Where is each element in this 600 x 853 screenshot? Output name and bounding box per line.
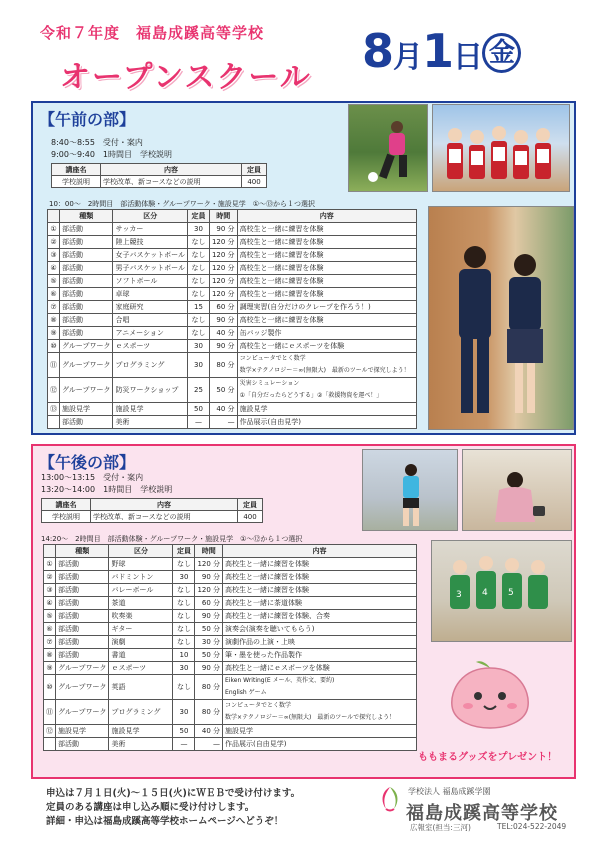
table-cell: 高校生と一緒に練習を体験 <box>237 262 416 275</box>
info-cell: 学校説明 <box>52 176 101 188</box>
table-row <box>48 275 417 288</box>
photo-volleyball <box>431 540 572 642</box>
table-cell: グループワーク <box>56 675 109 700</box>
school-corporation: 学校法人 福島成蹊学園 <box>408 787 491 796</box>
table-cell: 部活動 <box>56 738 109 751</box>
table-cell: ⑫ <box>48 378 60 403</box>
table-cell: 部活動 <box>56 558 109 571</box>
badminton-player-icon <box>363 450 459 532</box>
table-cell: ⑥ <box>48 288 60 301</box>
table-row <box>44 558 417 571</box>
volleyball-team-icon <box>432 541 573 643</box>
table-cell: グループワーク <box>60 378 113 403</box>
table-cell: 部活動 <box>56 623 109 636</box>
table-cell: ⑧ <box>48 314 60 327</box>
table-cell: 演奏会(演奏を聴いてもらう) <box>223 623 417 636</box>
am-title: 【午前の部】 <box>39 110 136 129</box>
schedule-line: 13:00～13:15 受付・案内 <box>41 473 144 482</box>
table-cell: ⑪ <box>44 700 56 725</box>
table-cell: なし <box>173 558 195 571</box>
list-header: 種類 <box>60 210 113 223</box>
table-cell: コンピュータでとく数学 数学×テクノロジー＝∞(無限大) 最新のツールで探究しよう！ <box>237 353 416 378</box>
table-cell: ③ <box>44 584 56 597</box>
table-cell: ⑫ <box>44 725 56 738</box>
list-header: 種類 <box>56 545 109 558</box>
event-date <box>362 24 521 78</box>
table-cell: 美術 <box>113 416 188 429</box>
table-cell: 15 <box>187 301 209 314</box>
list-header: 区分 <box>113 210 188 223</box>
table-row <box>44 623 417 636</box>
table-cell: 高校生と一緒にｅスポーツを体験 <box>223 662 417 675</box>
table-cell: バドミントン <box>109 571 173 584</box>
table-cell: なし <box>187 275 209 288</box>
photo-tea-ceremony <box>462 449 572 531</box>
table-cell: ② <box>48 236 60 249</box>
table-cell: ｅスポーツ <box>113 340 188 353</box>
schedule-line: 9:00～9:40 1時間目 学校説明 <box>51 150 173 159</box>
date-day-unit: 日 <box>453 40 483 75</box>
table-cell: 施設見学 <box>223 725 417 738</box>
table-cell: ギター <box>109 623 173 636</box>
list-header: 区分 <box>109 545 173 558</box>
info-header: 定員 <box>238 499 263 511</box>
date-month: 8 <box>362 24 394 78</box>
table-cell: なし <box>173 636 195 649</box>
table-cell: グループワーク <box>56 700 109 725</box>
table-cell: 40 分 <box>195 725 223 738</box>
table-cell: 筆・墨を使った作品製作 <box>223 649 417 662</box>
table-cell: ⑧ <box>44 649 56 662</box>
table-row <box>44 675 417 700</box>
table-cell: 部活動 <box>56 636 109 649</box>
table-cell: 40 分 <box>209 327 237 340</box>
table-cell: 120 分 <box>209 262 237 275</box>
table-row <box>44 636 417 649</box>
photo-soccer <box>348 104 428 192</box>
list-header-num <box>44 545 56 558</box>
table-cell: 男子バスケットボール <box>113 262 188 275</box>
table-cell: 90 分 <box>209 223 237 236</box>
table-cell: 50 分 <box>209 378 237 403</box>
school-name: 福島成蹊高等学校 <box>406 803 558 824</box>
table-row <box>44 725 417 738</box>
table-cell: 施設見学 <box>109 725 173 738</box>
table-cell: 高校生と一緒に練習を体験 <box>223 584 417 597</box>
table-cell: 30 <box>187 340 209 353</box>
table-cell: ① <box>44 558 56 571</box>
table-cell: なし <box>187 314 209 327</box>
table-cell: ⑥ <box>44 623 56 636</box>
present-banner: ももまるグッズをプレゼント！ <box>418 752 558 763</box>
pm-note: 14:20～ 2時間目 部活動体験・グループワーク・施設見学 ①～⑫から１つ選択 <box>41 535 303 543</box>
list-header: 内容 <box>223 545 417 558</box>
table-cell: ⑤ <box>44 610 56 623</box>
table-cell: 施設見学 <box>60 403 113 416</box>
table-cell: 90 分 <box>195 610 223 623</box>
table-cell: 卓球 <box>113 288 188 301</box>
table-cell: コンピュータでとく数学 数学×テクノロジー＝∞(無限大) 最新のツールで探究しよう！ <box>223 700 417 725</box>
table-cell: 缶バッジ製作 <box>237 327 416 340</box>
footer-line: 定員のある講座は申し込み順に受け付けします。 <box>46 802 255 813</box>
table-cell: 90 分 <box>195 571 223 584</box>
table-cell: 部活動 <box>60 236 113 249</box>
peach-mascot-icon <box>440 660 540 730</box>
photo-softball-team <box>432 104 570 192</box>
am-program-table <box>47 209 417 429</box>
table-cell: 部活動 <box>60 249 113 262</box>
list-header: 定員 <box>187 210 209 223</box>
table-cell: — <box>173 738 195 751</box>
table-cell: 高校生と一緒に練習を体験 <box>237 275 416 288</box>
table-cell: バレーボール <box>109 584 173 597</box>
table-cell: 災害シミュレーション ①「自分だったらどうする」②「救援物資を運べ！」 <box>237 378 416 403</box>
am-info-table <box>51 163 267 188</box>
table-cell: なし <box>173 584 195 597</box>
table-cell: 120 分 <box>195 558 223 571</box>
table-cell: 高校生と一緒に練習を体験 <box>237 314 416 327</box>
table-row <box>48 288 417 301</box>
table-cell: ③ <box>48 249 60 262</box>
header-subtitle: 令和７年度 福島成蹊高等学校 <box>40 24 265 42</box>
info-header: 講座名 <box>42 499 91 511</box>
table-cell: プログラミング <box>113 353 188 378</box>
info-cell: 学校改革、新コースなどの説明 <box>101 176 242 188</box>
table-cell: ⑤ <box>48 275 60 288</box>
table-cell: — <box>187 416 209 429</box>
table-row <box>44 571 417 584</box>
table-cell: 50 <box>187 403 209 416</box>
table-row <box>48 223 417 236</box>
table-cell: 高校生と一緒に茶道体験 <box>223 597 417 610</box>
table-cell: なし <box>173 610 195 623</box>
table-cell: 吹奏楽 <box>109 610 173 623</box>
info-header: 内容 <box>101 164 242 176</box>
table-cell: 30 <box>187 353 209 378</box>
table-cell: 部活動 <box>56 597 109 610</box>
table-cell: 高校生と一緒に練習を体験 <box>237 236 416 249</box>
table-cell: なし <box>187 288 209 301</box>
table-cell: 10 <box>173 649 195 662</box>
info-header: 講座名 <box>52 164 101 176</box>
table-cell: 50 分 <box>195 649 223 662</box>
school-phone: TEL:024-522-2049 <box>497 822 567 831</box>
table-row <box>48 416 417 429</box>
table-cell: ⑩ <box>48 340 60 353</box>
info-cell: 学校改革、新コースなどの説明 <box>91 511 238 523</box>
table-cell: グループワーク <box>60 353 113 378</box>
table-cell: 高校生と一緒に練習を体験 <box>237 288 416 301</box>
table-cell: なし <box>187 262 209 275</box>
info-cell: 400 <box>238 511 263 523</box>
table-cell: ⑦ <box>48 301 60 314</box>
table-row <box>48 236 417 249</box>
table-cell: 部活動 <box>60 275 113 288</box>
table-cell: 60 分 <box>195 597 223 610</box>
table-cell: 施設見学 <box>113 403 188 416</box>
footer-line: 申込は７月１日(火)～１５日(火)にＷＥＢで受け付けます。 <box>46 788 301 799</box>
table-cell: 英語 <box>109 675 173 700</box>
table-cell: 合唱 <box>113 314 188 327</box>
table-row <box>44 584 417 597</box>
tea-ceremony-icon <box>463 450 573 532</box>
table-cell: 美術 <box>109 738 173 751</box>
table-cell: ⑪ <box>48 353 60 378</box>
table-cell: 部活動 <box>60 416 113 429</box>
school-department: 広報室(担当:三河) <box>410 823 471 832</box>
table-row <box>48 327 417 340</box>
table-cell: ⑬ <box>48 403 60 416</box>
list-header: 時間 <box>209 210 237 223</box>
table-cell: 部活動 <box>60 223 113 236</box>
table-row <box>44 662 417 675</box>
table-row <box>48 340 417 353</box>
table-cell: 80 分 <box>195 675 223 700</box>
table-cell: 高校生と一緒に練習を体験 <box>223 558 417 571</box>
table-cell: 演劇 <box>109 636 173 649</box>
table-cell: 120 分 <box>209 275 237 288</box>
table-cell: 部活動 <box>56 571 109 584</box>
table-cell: 施設見学 <box>237 403 416 416</box>
table-cell: なし <box>173 623 195 636</box>
table-cell: サッカー <box>113 223 188 236</box>
table-cell <box>44 738 56 751</box>
table-cell: ① <box>48 223 60 236</box>
soccer-player-icon <box>349 105 429 193</box>
table-cell: 部活動 <box>56 649 109 662</box>
table-cell: 高校生と一緒に練習を体験 <box>237 223 416 236</box>
table-cell: 部活動 <box>60 314 113 327</box>
table-cell: 120 分 <box>195 584 223 597</box>
list-header: 内容 <box>237 210 416 223</box>
table-cell: 部活動 <box>56 610 109 623</box>
svg-text:5: 5 <box>508 588 514 598</box>
date-dow: 金 <box>482 33 521 73</box>
table-cell: 30 <box>173 662 195 675</box>
table-cell: 家庭研究 <box>113 301 188 314</box>
table-cell: ⑦ <box>44 636 56 649</box>
pm-schedule <box>41 472 172 496</box>
table-cell: なし <box>173 597 195 610</box>
table-cell: 40 分 <box>209 403 237 416</box>
table-cell: 作品展示(自由見学) <box>237 416 416 429</box>
info-header: 内容 <box>91 499 238 511</box>
photo-students-uniform <box>428 206 574 430</box>
table-cell: ⑩ <box>44 675 56 700</box>
table-row <box>48 353 417 378</box>
table-cell: ⑨ <box>48 327 60 340</box>
table-cell: 50 <box>173 725 195 738</box>
table-cell: 施設見学 <box>56 725 109 738</box>
list-header-num <box>48 210 60 223</box>
list-header: 定員 <box>173 545 195 558</box>
table-cell: 防災ワークショップ <box>113 378 188 403</box>
table-cell: 25 <box>187 378 209 403</box>
table-cell: 120 分 <box>209 249 237 262</box>
photo-badminton <box>362 449 458 531</box>
svg-text:4: 4 <box>482 588 488 598</box>
table-cell: 陸上競技 <box>113 236 188 249</box>
table-cell: 80 分 <box>195 700 223 725</box>
table-row <box>48 378 417 403</box>
table-cell: 茶道 <box>109 597 173 610</box>
table-cell: 30 分 <box>195 636 223 649</box>
table-cell: 90 分 <box>209 340 237 353</box>
table-row <box>44 738 417 751</box>
application-info <box>46 787 300 829</box>
softball-team-icon <box>433 105 571 193</box>
table-cell: 高校生と一緒にｅスポーツを体験 <box>237 340 416 353</box>
table-cell: ソフトボール <box>113 275 188 288</box>
table-row <box>44 610 417 623</box>
table-cell: 90 分 <box>195 662 223 675</box>
footer-line: 詳細・申込は福島成蹊高等学校ホームページへどうぞ！ <box>46 816 284 827</box>
schedule-line: 8:40～8:55 受付・案内 <box>51 138 143 147</box>
school-logo-icon <box>376 785 404 813</box>
table-cell <box>48 416 60 429</box>
table-cell: 部活動 <box>60 288 113 301</box>
table-row <box>44 649 417 662</box>
table-cell: — <box>209 416 237 429</box>
table-cell: 30 <box>187 223 209 236</box>
table-cell: Eiken Writing(E メール、英作文、要約) English ゲーム <box>223 675 417 700</box>
table-cell: なし <box>187 327 209 340</box>
info-cell: 400 <box>242 176 267 188</box>
table-row <box>48 301 417 314</box>
table-cell: 部活動 <box>60 262 113 275</box>
page-title: オープンスクール <box>60 60 312 95</box>
table-cell: ｅスポーツ <box>109 662 173 675</box>
pm-program-table <box>43 544 417 751</box>
table-cell: 30 <box>173 571 195 584</box>
table-cell: 30 <box>173 700 195 725</box>
table-row <box>44 597 417 610</box>
table-row <box>48 314 417 327</box>
table-cell: 90 分 <box>209 314 237 327</box>
table-cell: ⑨ <box>44 662 56 675</box>
table-cell: 部活動 <box>56 584 109 597</box>
table-cell: 80 分 <box>209 353 237 378</box>
table-cell: 部活動 <box>60 301 113 314</box>
table-cell: ② <box>44 571 56 584</box>
table-cell: 野球 <box>109 558 173 571</box>
table-cell: なし <box>187 236 209 249</box>
table-cell: 120 分 <box>209 288 237 301</box>
table-cell: アニメーション <box>113 327 188 340</box>
table-cell: グループワーク <box>56 662 109 675</box>
students-uniform-icon <box>429 207 575 431</box>
table-cell: 作品展示(自由見学) <box>223 738 417 751</box>
table-cell: 書道 <box>109 649 173 662</box>
table-cell: 高校生と一緒に練習を体験 <box>223 571 417 584</box>
table-cell: 演劇作品の上演・上映 <box>223 636 417 649</box>
table-cell: ④ <box>48 262 60 275</box>
info-cell: 学校説明 <box>42 511 91 523</box>
table-cell: なし <box>173 675 195 700</box>
table-cell: — <box>195 738 223 751</box>
schedule-line: 13:20～14:00 1時間目 学校説明 <box>41 485 173 494</box>
pm-info-table <box>41 498 263 523</box>
table-cell: 部活動 <box>60 327 113 340</box>
table-cell: なし <box>187 249 209 262</box>
table-cell: 高校生と一緒に練習を体験、合奏 <box>223 610 417 623</box>
date-day: 1 <box>422 24 454 78</box>
table-row <box>44 700 417 725</box>
table-cell: 高校生と一緒に練習を体験 <box>237 249 416 262</box>
table-cell: ④ <box>44 597 56 610</box>
table-cell: 女子バスケットボール <box>113 249 188 262</box>
table-cell: 50 分 <box>195 623 223 636</box>
table-row <box>48 262 417 275</box>
pm-title: 【午後の部】 <box>39 453 136 472</box>
table-cell: 120 分 <box>209 236 237 249</box>
am-schedule <box>51 137 172 161</box>
table-cell: 調理実習(自分だけのクレープを作ろう！) <box>237 301 416 314</box>
table-cell: プログラミング <box>109 700 173 725</box>
table-row <box>48 249 417 262</box>
am-note: 10：00～ 2時間目 部活動体験・グループワーク・施設見学 ①～⑬から１つ選択 <box>49 200 315 208</box>
table-cell: 60 分 <box>209 301 237 314</box>
info-header: 定員 <box>242 164 267 176</box>
table-row <box>48 403 417 416</box>
table-cell: グループワーク <box>60 340 113 353</box>
list-header: 時間 <box>195 545 223 558</box>
svg-text:3: 3 <box>456 590 462 600</box>
date-month-unit: 月 <box>393 40 423 75</box>
